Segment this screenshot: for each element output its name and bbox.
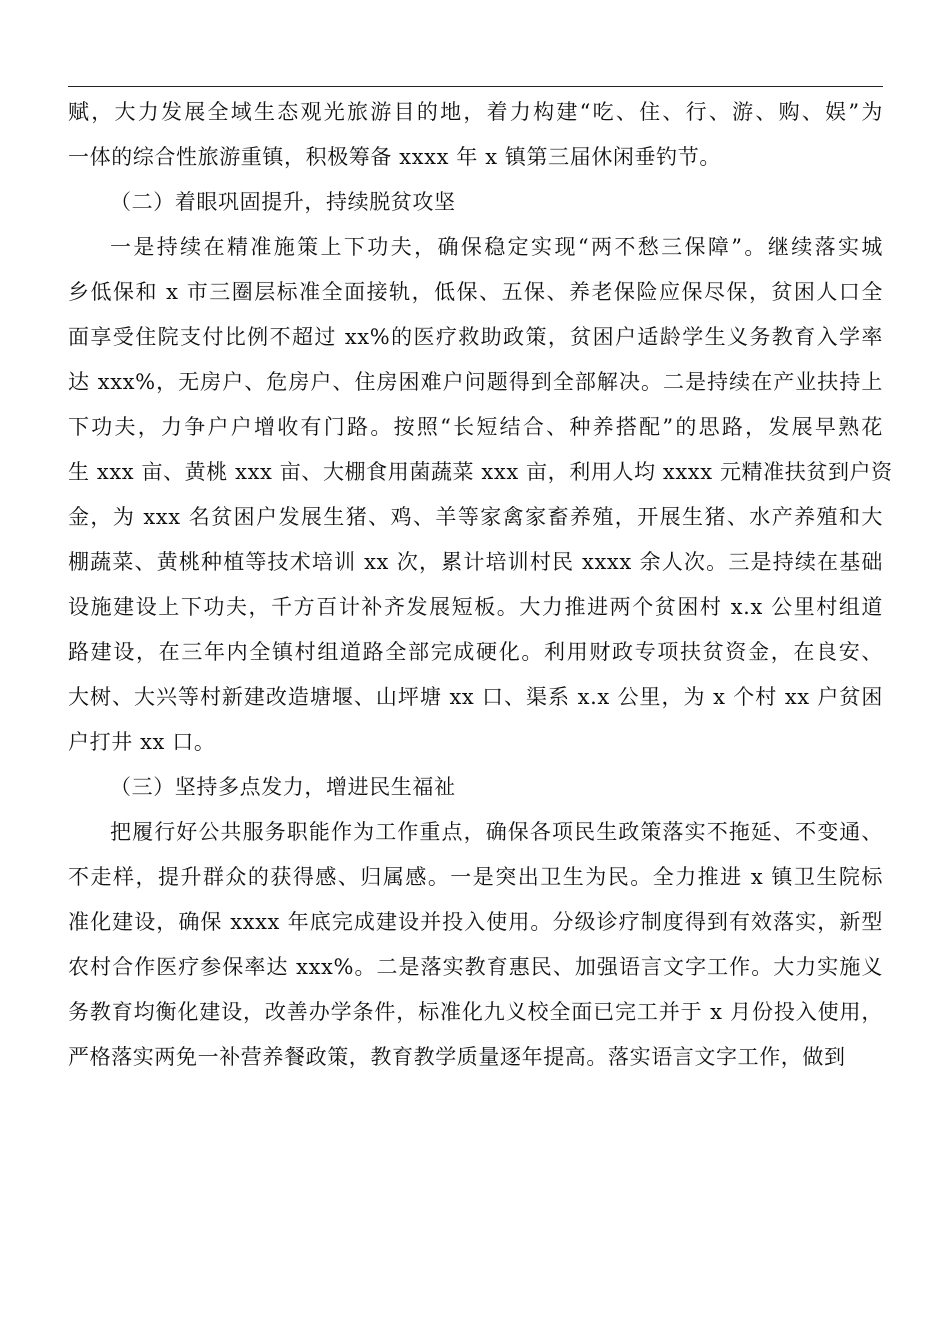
paragraph [68,225,893,765]
text-line: 一体的综合性旅游重镇，积极筹备 xxxx 年 x 镇第三届休闲垂钓节。 [68,145,721,169]
text-line: 生 xxx 亩、黄桃 xxx 亩、大棚食用菌蔬菜 xxx 亩，利用人均 xxxx 元精准扶贫到户资 [68,460,893,484]
text-line: 大树、大兴等村新建改造塘堰、山坪塘 xx 口、渠系 x.x 公里，为 x 个村 xx 户贫困 [68,685,883,709]
text-line: 户打井 xx 口。 [68,730,216,754]
text-line: （三）坚持多点发力，增进民生福祉 [110,775,456,799]
text-line: 达 xxx%，无房户、危房户、住房困难户问题得到全部解决。二是持续在产业扶持上 [68,370,883,394]
text-line: 农村合作医疗参保率达 xxx%。二是落实教育惠民、加强语言文字工作。大力实施义 [68,955,883,979]
text-line: 面享受住院支付比例不超过 xx%的医疗救助政策，贫困户适龄学生义务教育入学率 [68,325,883,349]
text-line: 不走样，提升群众的获得感、归属感。一是突出卫生为民。全力推进 x 镇卫生院标 [68,865,883,889]
text-line: 准化建设，确保 xxxx 年底完成建设并投入使用。分级诊疗制度得到有效落实，新型 [68,910,883,934]
header-rule [68,86,883,87]
document-body [68,90,893,1080]
text-line: 赋，大力发展全域生态观光旅游目的地，着力构建“吃、住、行、游、购、娱”为 [68,100,883,124]
paragraph [68,90,883,180]
text-line: 设施建设上下功夫，千方百计补齐发展短板。大力推进两个贫困村 x.x 公里村组道 [68,595,883,619]
section-heading [68,180,883,225]
text-line: 一是持续在精准施策上下功夫，确保稳定实现“两不愁三保障”。继续落实城 [110,235,883,259]
text-line: 乡低保和 x 市三圈层标准全面接轨，低保、五保、养老保险应保尽保，贫困人口全 [68,280,883,304]
text-line: 下功夫，力争户户增收有门路。按照“长短结合、种养搭配”的思路，发展早熟花 [68,415,883,439]
section-heading [68,765,883,810]
text-line: 把履行好公共服务职能作为工作重点，确保各项民生政策落实不拖延、不变通、 [110,820,883,844]
text-line: 严格落实两免一补营养餐政策，教育教学质量逐年提高。落实语言文字工作，做到 [68,1045,846,1069]
text-line: 棚蔬菜、黄桃种植等技术培训 xx 次，累计培训村民 xxxx 余人次。三是持续在基础 [68,550,883,574]
text-line: 务教育均衡化建设，改善办学条件，标准化九义校全面已完工并于 x 月份投入使用， [68,1000,883,1024]
text-line: 路建设，在三年内全镇村组道路全部完成硬化。利用财政专项扶贫资金，在良安、 [68,640,883,664]
text-line: 金，为 xxx 名贫困户发展生猪、鸡、羊等家禽家畜养殖，开展生猪、水产养殖和大 [68,505,883,529]
text-line: （二）着眼巩固提升，持续脱贫攻坚 [110,190,456,214]
paragraph [68,810,883,1080]
